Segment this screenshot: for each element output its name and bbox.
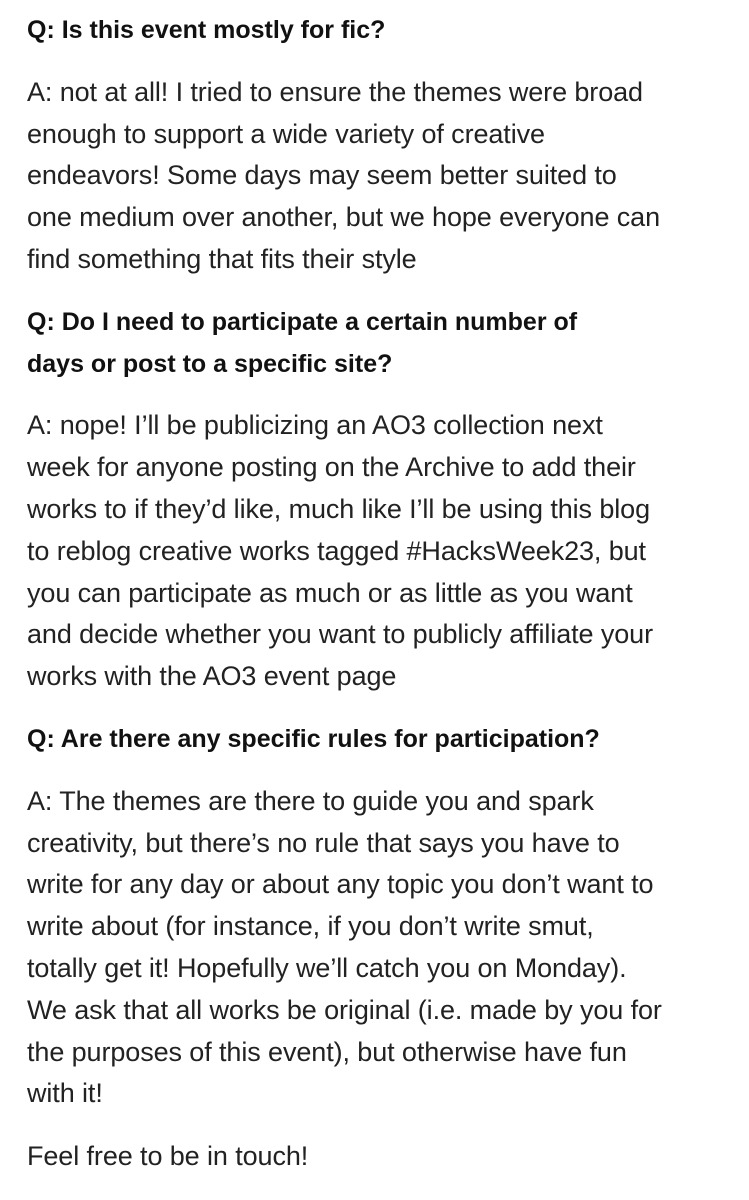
answer-line: works with the AO3 event page — [27, 661, 397, 692]
answer-line: endeavors! Some days may seem better suited to — [27, 160, 617, 191]
answer-line: A: The themes are there to guide you and spark — [27, 785, 594, 816]
answer-line: find something that fits their style — [27, 243, 417, 274]
answer-line: totally get it! Hopefully we’ll catch you on Monday). — [27, 952, 627, 983]
faq-question — [27, 302, 731, 386]
answer-line: week for anyone posting on the Archive to add their — [27, 452, 636, 483]
answer-line: creativity, but there’s no rule that says you have to — [27, 827, 620, 858]
answer-line: We ask that all works be original (i.e. made by you for — [27, 994, 662, 1025]
answer-line: and decide whether you want to publicly affiliate your — [27, 619, 653, 650]
question-line: days or post to a specific site? — [27, 349, 393, 378]
answer-line: with it! — [27, 1078, 103, 1109]
question-line: Q: Do I need to participate a certain number of — [27, 307, 578, 336]
faq-question — [27, 719, 731, 761]
answer-line: one medium over another, but we hope everyone can — [27, 202, 661, 233]
question-line: Q: Are there any specific rules for participation? — [27, 724, 600, 753]
closing-line: Feel free to be in touch! — [27, 1141, 309, 1172]
faq-answer — [27, 72, 731, 281]
answer-line: you can participate as much or as little as you want — [27, 577, 633, 608]
faq-question — [27, 10, 731, 52]
answer-line: write for any day or about any topic you don’t want to — [27, 869, 654, 900]
answer-line: enough to support a wide variety of creative — [27, 118, 545, 149]
answer-line: the purposes of this event), but otherwise have fun — [27, 1036, 627, 1067]
answer-line: to reblog creative works tagged #HacksWeek23, but — [27, 535, 646, 566]
question-line: Q: Is this event mostly for fic? — [27, 16, 386, 44]
faq-answer — [27, 405, 731, 698]
closing-note — [27, 1136, 731, 1178]
answer-line: A: not at all! I tried to ensure the themes were broad — [27, 76, 643, 107]
answer-line: write about (for instance, if you don’t write smut, — [27, 911, 594, 942]
answer-line: works to if they’d like, much like I’ll be using this blog — [27, 493, 650, 524]
faq-answer — [27, 781, 731, 1115]
answer-line: A: nope! I’ll be publicizing an AO3 collection next — [27, 410, 603, 441]
